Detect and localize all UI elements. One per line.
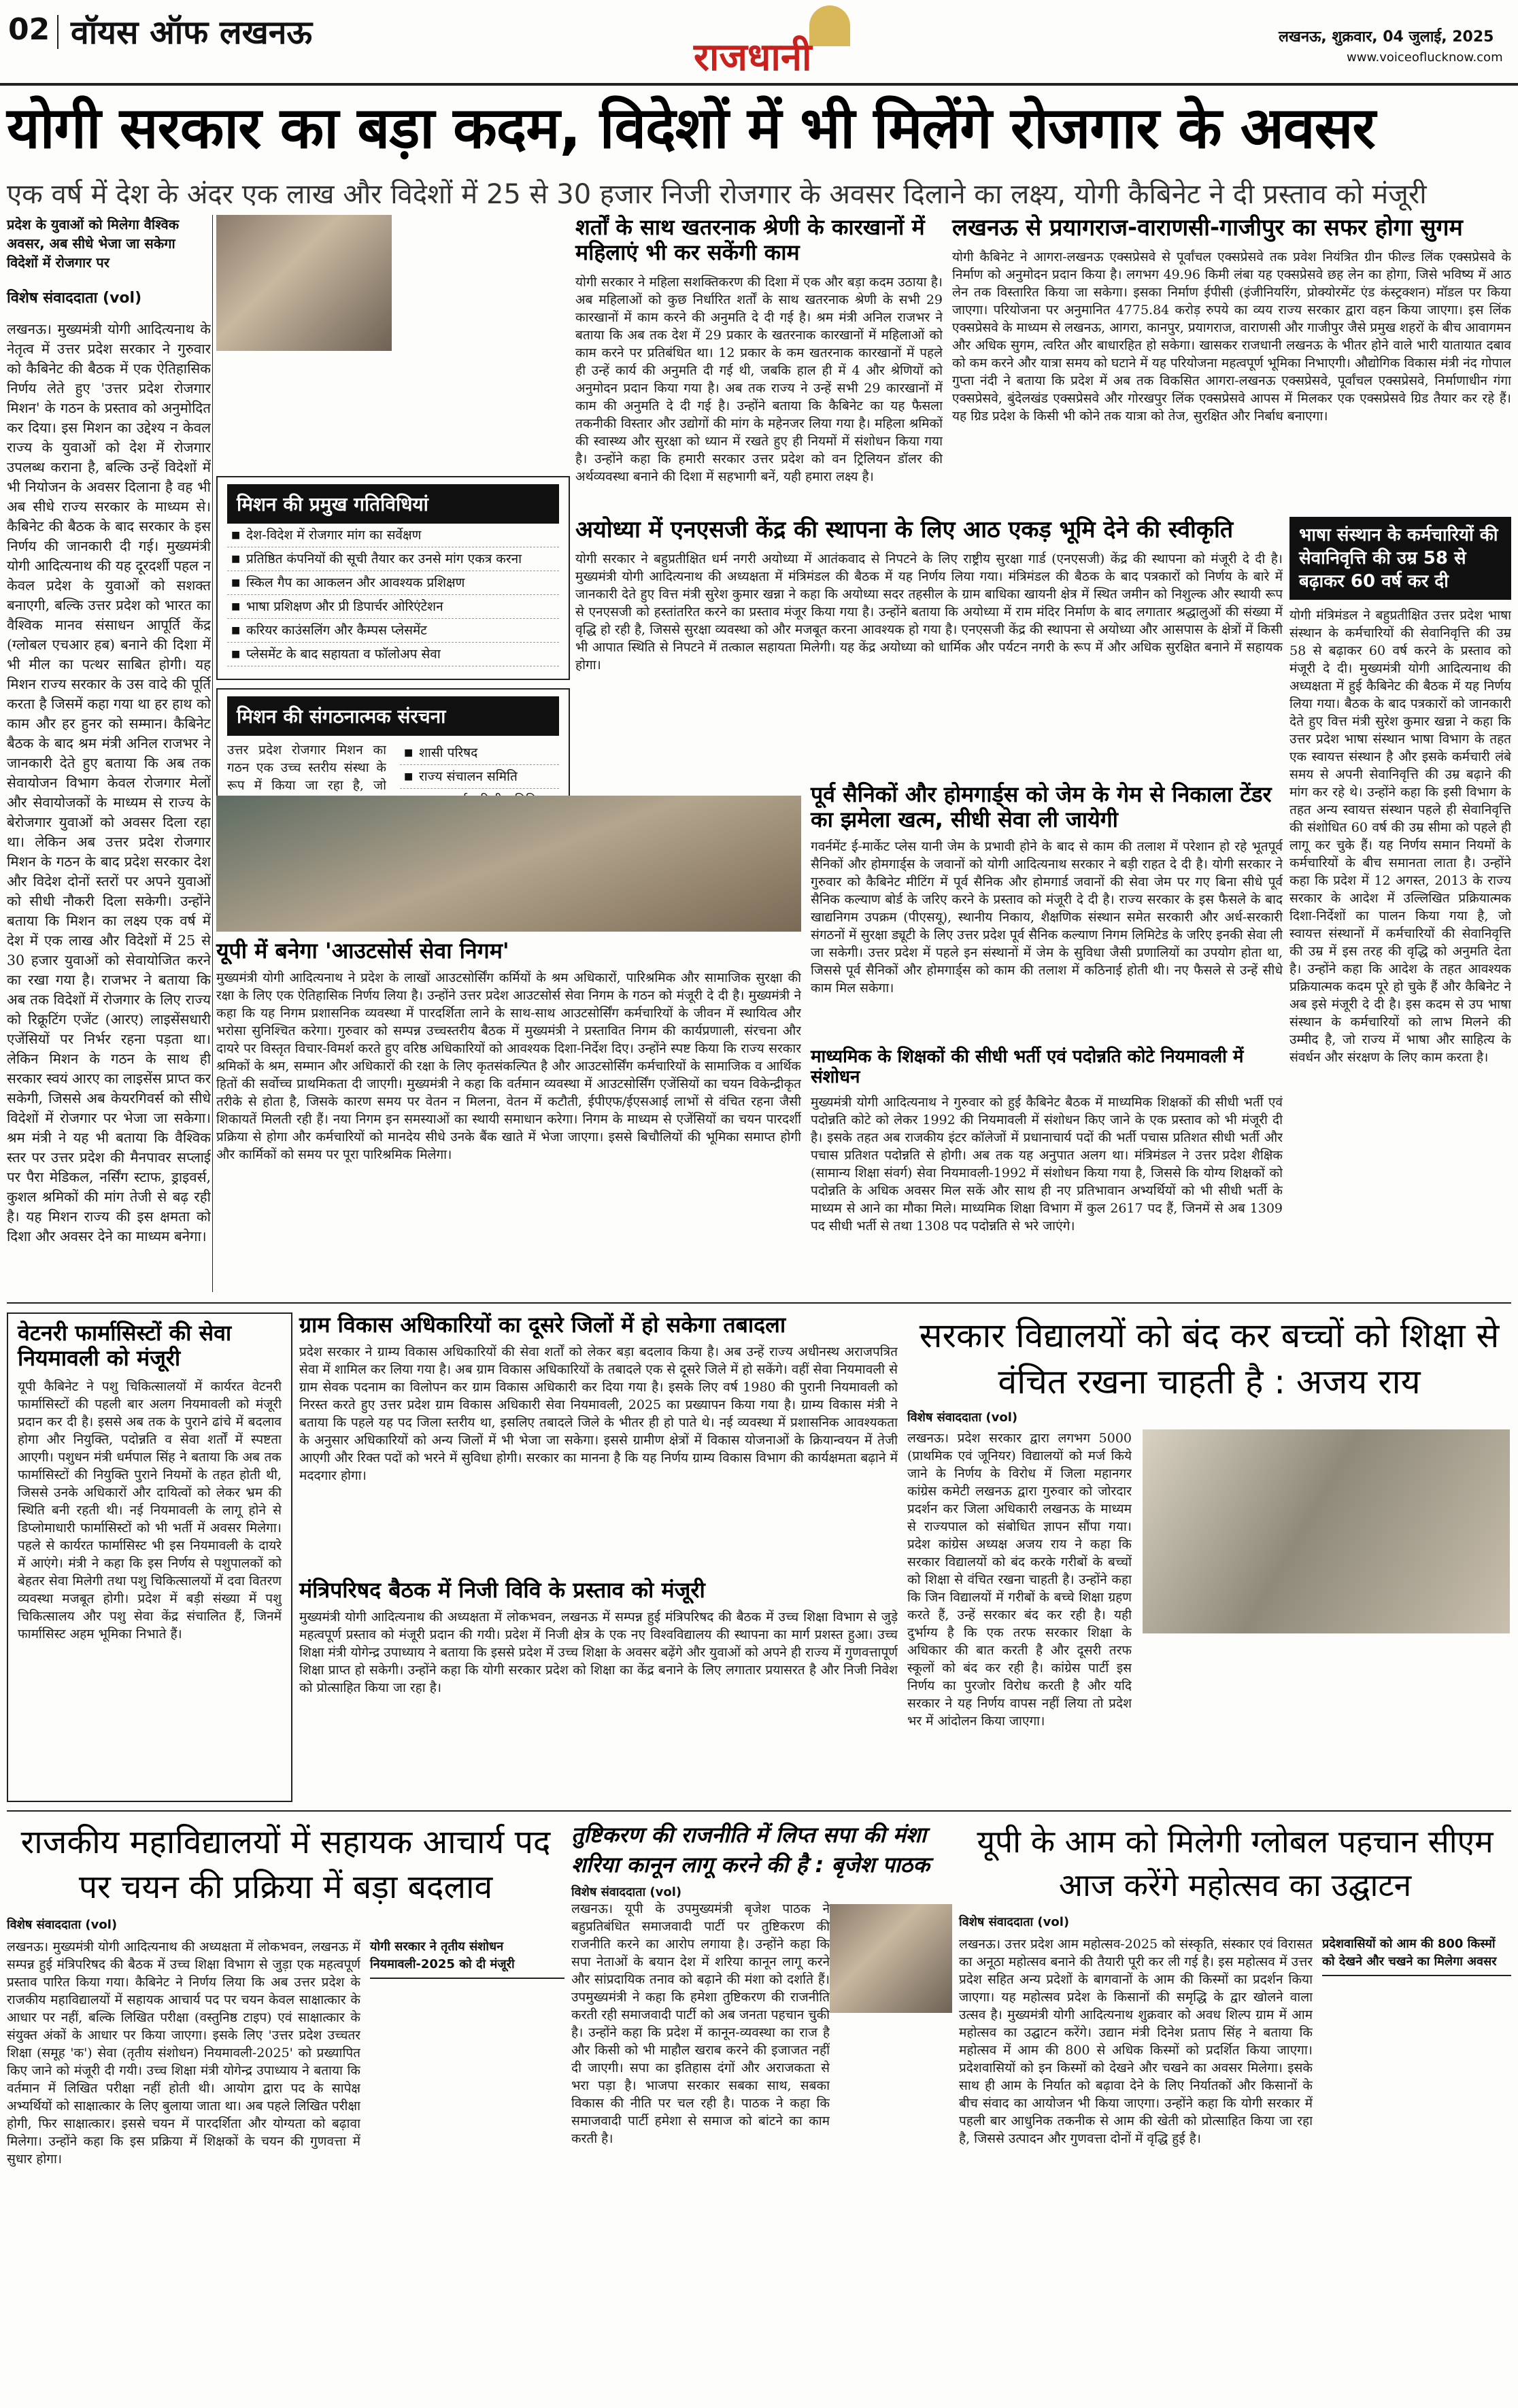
masthead-rule <box>0 83 1518 86</box>
women-headline: शर्तों के साथ खतरनाक श्रेणी के कारखानों में महिलाएं भी कर सकेंगी काम <box>575 214 925 265</box>
mango-headline: यूपी के आम को मिलेगी ग्लोबल पहचान सीएम आज करेंगे महोत्सव का उद्घाटन <box>977 1823 1494 1903</box>
ayodhya-body: योगी सरकार ने बहुप्रतीक्षित धर्म नगरी अयोध्या में आतंकवाद से निपटने के लिए राष्ट्रीय सुरक्षा गार्ड (एनएसजी) केंद्र की स्थापना को मंजूरी दे दी है। मुख्यमंत्री योगी आदित्यनाथ की अध्यक्षता में मंत्रिमंडल की बैठक में यह निर्णय लिया गया। मंत्रिमंडल की बैठक के बाद पत्रकारों को निर्णय के बारे में जानकारी देते हुए वित्त मंत्री सुरेश कुमार खन्ना ने कहा कि अयोध्या सदर तहसील के ग्राम बाधिका खायनी क्षेत्र में स्थित जमीन को निशुल्क और स्थायी रूप से एनएसजी को हस्तांतरित करने का प्रस्ताव मंजूर किया गया है। उन्होंने बताया कि अयोध्या में राम मंदिर निर्माण के बाद लगातार श्रद्धालुओं की संख्या में वृद्धि हो रही है, जिससे सुरक्षा व्यवस्था को और मजबूत करना आवश्यक हो गया है। एनएसजी केंद्र की स्थापना से अयोध्या और आसपास के क्षेत्रों में किसी भी आपात स्थिति से निपटने में तत्काल सहायता मिलेगी। यह केंद्र अयोध्या को धार्मिक और पर्यटन नगरी के रूप में और अधिक सुरक्षित बनाने में सहायक होगा। <box>575 552 1283 673</box>
list-item: ■ देश-विदेश में रोजगार मांग का सर्वेक्षण <box>227 524 559 547</box>
page-number: 02 <box>8 12 50 47</box>
private-univ-headline: मंत्रिपरिषद बैठक में निजी विवि के प्रस्ताव को मंजूरी <box>299 1577 705 1603</box>
ajay-byline: विशेष संवाददाता (vol) <box>907 1410 1018 1425</box>
pathak-headline: तुष्टिकरण की राजनीति में लिप्त सपा की मंशा शरिया कानून लागू करने की है : बृजेश पाठक <box>571 1822 930 1878</box>
ajay-body: लखनऊ। प्रदेश सरकार द्वारा लगभग 5000 (प्राथमिक एवं जूनियर) विद्यालयों को मर्ज किये जाने के निर्णय के विरोध में जिला महानगर कांग्रेस कमेटी लखनऊ द्वारा गुरुवार को जोरदार प्रदर्शन कर जिला अधिकारी लखनऊ के माध्यम से राज्यपाल को संबोधित ज्ञापन सौंपा गया। प्रदेश कांग्रेस अध्यक्ष अजय राय ने कहा कि सरकार विद्यालयों को बंद करके गरीबों के बच्चों को शिक्षा से वंचित रखना चाहती है। उन्होंने कहा कि जिन विद्यालयों में गरीबों के बच्चे शिक्षा ग्रहण करते हैं, उन्हें सरकार बंद कर रही है। यही दुर्भाग्य है कि एक तरफ सरकार शिक्षा के अधिकार की बात करती है और दूसरी तरफ स्कूलों को बंद कर रही है। कांग्रेस पार्टी इस निर्णय का पुरजोर विरोध करती है और यदि सरकार ने यह निर्णय वापस नहीं लिया तो प्रदेश भर में आंदोलन किया जाएगा। <box>907 1431 1132 1729</box>
structure-box-title: मिशन की संगठनात्मक संरचना <box>227 696 559 736</box>
lead-highlight-text: प्रदेश के युवाओं को मिलेगा वैश्विक अवसर, अब सीधे भेजा जा सकेगा विदेशों में रोजगार पर <box>7 216 180 271</box>
mango-story <box>959 1820 1511 2405</box>
expressway-headline: लखनऊ से प्रयागराज-वाराणसी-गाजीपुर का सफर होगा सुगम <box>952 214 1463 241</box>
lead-byline: विशेष संवाददाता (vol) <box>7 290 142 307</box>
expressway-story <box>952 215 1511 507</box>
pathak-photo <box>830 1904 952 2013</box>
masthead-divider <box>57 15 58 49</box>
masthead <box>0 0 1518 90</box>
logo-text: राजधानी <box>694 35 812 80</box>
pathak-story <box>571 1820 952 2405</box>
lead-highlight <box>7 215 211 280</box>
dateline: लखनऊ, शुक्रवार, 04 जुलाई, 2025 <box>1279 29 1494 46</box>
teachers-body: मुख्यमंत्री योगी आदित्यनाथ ने गुरुवार को हुई कैबिनेट बैठक में माध्यमिक शिक्षकों की सीधी भर्ती एवं पदोन्नति कोटे को लेकर 1992 की नियमावली में संशोधन किए जाने के एक प्रस्ताव को भी मंजूरी दी है। इसके तहत अब राजकीय इंटर कॉलेजों में प्रधानाचार्य पदों की भर्ती पचास प्रतिशत सीधी भर्ती और पचास प्रतिशत पदोन्नति से होगी। अब तक यह अनुपात अलग था। मंत्रिमंडल ने उत्तर प्रदेश शैक्षिक (सामान्य शिक्षा संवर्ग) सेवा नियमावली-1992 में संशोधन किया गया है, जिससे कि योग्य शिक्षकों को पदोन्नति के अधिक अवसर मिल सकें और साथ ही नए प्रतिभावान अभ्यर्थियों को भी सीधी भर्ती के माध्यम से आने का मौका मिले। माध्यमिक शिक्षा विभाग में कुल 2617 पद हैं, जिनमें से अब 1309 पद सीधी भर्ती से तथा 1308 पद पदोन्नति से भरे जाएंगे। <box>811 1094 1283 1234</box>
college-highlight: योगी सरकार ने तृतीय संशोधन नियमावली-2025 को दी मंजूरी <box>370 1938 564 1979</box>
private-univ-story <box>299 1578 898 1802</box>
mango-body: लखनऊ। उत्तर प्रदेश आम महोत्सव-2025 को संस्कृति, संस्कार एवं विरासत का अनूठा महोत्सव बनाने की तैयारी पूरी कर ली गई है। इस महोत्सव में उत्तर प्रदेश सहित अन्य प्रदेशों के बागवानों के आम की किस्मों का प्रदर्शन किया जाएगा। यह महोत्सव प्रदेश के किसानों की समृद्धि के द्वार खोलने वाला उत्सव है। मुख्यमंत्री योगी आदित्यनाथ शुक्रवार को अवध शिल्प ग्राम में आम महोत्सव का उद्घाटन करेंगे। उद्यान मंत्री दिनेश प्रताप सिंह ने बताया कि महोत्सव में आम की 800 से अधिक किस्मों को प्रदर्शित किया जाएगा। प्रदेशवासियों को इन किस्मों को देखने और चखने का अवसर मिलेगा। इसके साथ ही आम के निर्यात को बढ़ावा देने के लिए निर्यातकों और किसानों के बीच संवाद का आयोजन भी किया जाएगा। उन्होंने कहा कि योगी सरकार में पहली बार आधुनिक तकनीक से आम की खेती को प्रोत्साहित किया जा रहा है, जिससे उत्पादन और गुणवत्ता दोनों में वृद्धि हुई है। <box>959 1937 1313 2146</box>
women-body: योगी सरकार ने महिला सशक्तिकरण की दिशा में एक और बड़ा कदम उठाया है। अब महिलाओं को कुछ निर्धारित शर्तों के साथ खतरनाक श्रेणी के सभी 29 कारखानों में काम करने की अनुमति दे दी गई है। श्रम मंत्री अनिल राजभर ने बताया कि अब तक देश में 29 प्रकार के खतरनाक कारखानों में महिलाओं को काम करने पर प्रतिबंधित था। 12 प्रकार के कम खतरनाक कारखानों में पहले ही उन्हें कार्य की अनुमति दी गई थी, जबकि हाल ही में 4 और श्रेणियों को अनुमोदन प्रदान किया गया है। अब तक राज्य ने उन्हें सभी 29 कारखानों में काम की अनुमति दे दी गई है। उन्होंने बताया कि कैबिनेट का यह फैसला तकनीकी विस्तार और उद्योगों की मांग के महेनजर लिया गया है। महिला श्रमिकों की स्वास्थ्य और सुरक्षा को ध्यान में रखते हुए ही नियमों में संशोधन किया गया है। उन्होंने कहा कि हमारी सरकार उत्तर प्रदेश को वन ट्रिलियन डॉलर की अर्थव्यवस्था बनाने की दिशा में सहभागी बनें, यही हमारा लक्ष्य है। <box>575 274 943 484</box>
column-rule <box>212 215 213 1292</box>
bhasha-story <box>1289 517 1511 1306</box>
sainik-body: गवर्नमेंट ई-मार्केट प्लेस यानी जेम के प्रभावी होने के बाद से काम की तलाश में परेशान हो रहे भूतपूर्व सैनिकों और होमगार्ड्स के जवानों को योगी आदित्यनाथ सरकार ने बड़ी राहत दे दी है। योगी सरकार ने गुरुवार को कैबिनेट मीटिंग में पूर्व सैनिक और होमगार्ड जवानों की सेवा जेम पर गए बिना सीधे पूर्व सैनिक कल्याण बोर्ड के जरिए करने के प्रस्ताव को मंजूरी दे दी है। राज्य सरकार के इस फैसले के बाद खाद्यनिगम उपक्रम (पीएसयू), स्थानीय निकाय, शैक्षणिक संस्थान समेत सरकारी और अर्ध-सरकारी संगठनों में सुरक्षा ड्यूटी के लिए उत्तर प्रदेश पूर्व सैनिक कल्याण निगम लिमिटेड के जरिए इनकी सेवा ली जा सकेगी। उत्तर प्रदेश में पहले इन संस्थानों में जेम के सुविधा जैसी प्रणालियों का उपयोग होता था, जिससे पूर्व सैनिकों और होमगार्ड्स को काम की तलाश में कठिनाई होती थी। नए फैसले से उन्हें सीधे काम मिल सकेगा। <box>811 838 1283 996</box>
outsource-body: मुख्यमंत्री योगी आदित्यनाथ ने प्रदेश के लाखों आउटसोर्सिंग कर्मियों के श्रम अधिकारों, पारिश्रमिक और सामाजिक सुरक्षा की रक्षा के लिए एक ऐतिहासिक निर्णय लिया है। उन्होंने उत्तर प्रदेश आउटसोर्स सेवा निगम के गठन को मंजूरी दे दी है। मुख्यमंत्री ने कहा कि यह निगम प्रशासनिक व्यवस्था में पारदर्शिता लाने के साथ-साथ आउटसोर्सिंग कर्मचारियों के जीवन में स्थायित्व और भरोसा सुनिश्चित करेगा। गुरुवार को सम्पन्न उच्चस्तरीय बैठक में मुख्यमंत्री ने प्रस्तावित निगम की कार्यप्रणाली, संरचना और दायरे पर विस्तृत विचार-विमर्श करते हुए वरिष्ठ अधिकारियों को आवश्यक दिशा-निर्देश दिए। उन्होंने स्पष्ट किया कि राज्य सरकार श्रमिकों के श्रम, सम्मान और अधिकारों की रक्षा के लिए कृतसंकल्पित है और आउटसोर्सिंग कर्मचारियों के सामाजिक व आर्थिक हितों की सर्वोच्च प्राथमिकता दी जाएगी। मुख्यमंत्री ने कहा कि वर्तमान व्यवस्था में आउटसोर्सिंग एजेंसियों का चयन विकेन्द्रीकृत तरीके से होता है, जिसके कारण समय पर वेतन न मिलना, वेतन में कटौती, ईपीएफ/ईएसआई लाभों से वंचित रहना जैसी शिकायतें मिलती रही हैं। नया निगम इन समस्याओं का स्थायी समाधान करेगा। निगम के माध्यम से एजेंसियों का चयन पारदर्शी प्रक्रिया से होगा और कर्मचारियों को मानदेय सीधे उनके बैंक खाते में भेजा जाएगा। इससे बिचौलियों की भूमिका समाप्त होगी और कार्मिकों को समय पर पूरा पारिश्रमिक मिलेगा। <box>216 970 801 1162</box>
gram-story <box>299 1312 898 1571</box>
meeting-photo <box>216 796 801 932</box>
bhasha-headline: भाषा संस्थान के कर्मचारियों की सेवानिवृत्ति की उम्र 58 से बढ़ाकर 60 वर्ष कर दी <box>1289 517 1511 600</box>
gram-body: प्रदेश सरकार ने ग्राम्य विकास अधिकारियों की सेवा शर्तों को लेकर बड़ा बदलाव किया है। अब उन्हें राज्य अधीनस्थ अराजपत्रित सेवा में शामिल कर लिया गया है। अब ग्राम विकास अधिकारियों के तबादले एक से दूसरे जिले में हो सकेंगे। वहीं सेवा नियमावली से ग्राम सेवक पदनाम का विलोपन कर ग्राम विकास अधिकारी कर दिया गया है। इसके लिए वर्ष 1980 की पुरानी नियमावली को निरस्त करते हुए उत्तर प्रदेश ग्राम विकास अधिकारी सेवा नियमावली, 2025 का प्रख्यापन किया गया है। ग्राम्य विकास मंत्री ने बताया कि पहले यह पद जिला स्तरीय था, इसलिए तबादले जिले के भीतर ही हो पाते थे। नई व्यवस्था में प्रशासनिक आवश्यकता के अनुसार अधिकारियों को अन्य जिलों में भी भेजा जा सकेगा। इससे ग्रामीण क्षेत्रों में विकास योजनाओं के क्रियान्वयन में तेजी आएगी और रिक्त पदों को भरने में सुविधा होगी। सरकार का मानना है कि यह निर्णय ग्राम्य विकास विभाग की कार्यक्षमता बढ़ाने में मददगार होगा। <box>299 1344 898 1483</box>
sainik-headline: पूर्व सैनिकों और होमगार्ड्स को जेम के गेम से निकाला टेंडर का झमेला खत्म, सीधी सेवा ली जायेगी <box>811 781 1272 832</box>
section-rule-2 <box>7 1810 1511 1812</box>
outsource-headline: यूपी में बनेगा 'आउटसोर्स सेवा निगम' <box>216 938 509 964</box>
list-item: ■ शासी परिषद <box>400 741 559 765</box>
list-item: ■ राज्य संचालन समिति <box>400 765 559 789</box>
sainik-story <box>811 782 1283 1040</box>
list-item: ■ भाषा प्रशिक्षण और प्री डिपार्चर ओरिएंटेशन <box>227 595 559 619</box>
mission-box <box>216 476 570 680</box>
teachers-story <box>811 1047 1283 1299</box>
logo-dome-icon <box>809 5 850 46</box>
yogi-photo <box>216 215 392 351</box>
ayodhya-story <box>575 517 1283 775</box>
ayodhya-headline: अयोध्या में एनएसजी केंद्र की स्थापना के लिए आठ एकड़ भूमि देने की स्वीकृति <box>575 516 1234 543</box>
teachers-headline: माध्यमिक के शिक्षकों की सीधी भर्ती एवं पदोन्नति कोटे नियमावली में संशोधन <box>811 1047 1244 1087</box>
ajay-story <box>907 1312 1511 1802</box>
lead-deck: एक वर्ष में देश के अंदर एक लाख और विदेशों में 25 से 30 हजार निजी रोजगार के अवसर दिलाने का लक्ष्य, योगी कैबिनेट ने दी प्रस्ताव को मंजूरी <box>7 179 1427 210</box>
college-byline: विशेष संवाददाता (vol) <box>7 1918 118 1932</box>
college-body: लखनऊ। मुख्यमंत्री योगी आदित्यनाथ की अध्यक्षता में लोकभवन, लखनऊ में सम्पन्न हुई मंत्रिपरिषद की बैठक में उच्च शिक्षा विभाग से जुड़ा एक महत्वपूर्ण प्रस्ताव पारित किया गया। कैबिनेट ने निर्णय लिया कि अब उत्तर प्रदेश के राजकीय महाविद्यालयों में सहायक आचार्य पद पर चयन केवल साक्षात्कार के आधार पर नहीं, बल्कि लिखित परीक्षा (वस्तुनिष्ठ टाइप) एवं साक्षात्कार के संयुक्त अंकों के आधार पर किया जाएगा। इसके लिए 'उत्तर प्रदेश उच्चतर शिक्षा (समूह 'क') सेवा (तृतीय संशोधन) नियमावली-2025' को प्रख्यापित किए जाने को मंजूरी दी गयी। उच्च शिक्षा मंत्री योगेन्द्र उपाध्याय ने बताया कि वर्तमान में लिखित परीक्षा नहीं होती थी। आयोग द्वारा पद के सापेक्ष अभ्यर्थियों को साक्षात्कार के लिए बुलाया जाता था। अब पहले लिखित परीक्षा होगी, फिर साक्षात्कार। इससे चयन में पारदर्शिता और योग्यता को बढ़ावा मिलेगा। उन्होंने कहा कि इस प्रक्रिया में शिक्षकों के चयन की गुणवत्ता में सुधार होगा। <box>7 1939 360 2167</box>
list-item: ■ प्लेसमेंट के बाद सहायता व फॉलोअप सेवा <box>227 643 559 666</box>
mango-byline: विशेष संवाददाता (vol) <box>959 1915 1070 1929</box>
protest-photo <box>1143 1429 1510 1633</box>
mango-highlight: प्रदेशवासियों को आम की 800 किस्मों को देखने और चखने का मिलेगा अवसर <box>1322 1935 1511 1976</box>
mission-list <box>227 524 559 666</box>
list-item: ■ प्रतिष्ठित कंपनियों की सूची तैयार कर उनसे मांग एकत्र करना <box>227 547 559 571</box>
vet-body: यूपी कैबिनेट ने पशु चिकित्सालयों में कार्यरत वेटनरी फार्मासिस्टों की पहली बार अलग नियमावली को मंजूरी प्रदान कर दी है। इससे अब तक के पुराने ढांचे में बदलाव होगा और नियुक्ति, पदोन्नति व सेवा शर्तों में स्पष्टता आएगी। पशुधन मंत्री धर्मपाल सिंह ने बताया कि अब तक फार्मासिस्टों की नियुक्ति पुराने नियमों के तहत होती थी, जिससे उनके अधिकारों और दायित्वों को लेकर भ्रम की स्थिति बनी रहती थी। नई नियमावली के लागू होने से डिप्लोमाधारी फार्मासिस्टों को भी भर्ती में अवसर मिलेगा। पहले से कार्यरत फार्मासिस्ट भी इस नियमावली के दायरे में आएंगे। मंत्री ने कहा कि इस निर्णय से पशुपालकों को बेहतर सेवा मिलेगी तथा पशु चिकित्सालयों में दवा वितरण व्यवस्था मजबूत होगी। प्रदेश में बड़ी संख्या में पशु चिकित्सालय और पशु सेवा केंद्र संचालित हैं, जिनमें फार्मासिस्ट अहम भूमिका निभाते हैं। <box>18 1378 282 1642</box>
gram-headline: ग्राम विकास अधिकारियों का दूसरे जिलों में हो सकेगा तबादला <box>299 1312 786 1338</box>
list-item: ■ स्किल गैप का आकलन और आवश्यक प्रशिक्षण <box>227 571 559 595</box>
bhasha-body: योगी मंत्रिमंडल ने बहुप्रतीक्षित उत्तर प्रदेश भाषा संस्थान के कर्मचारियों की सेवानिवृत्ति की उम्र 58 से बढ़ाकर 60 वर्ष करने के प्रस्ताव को मंजूरी दे दी। मुख्यमंत्री योगी आदित्यनाथ की अध्यक्षता में हुई कैबिनेट की बैठक में यह निर्णय लिया गया। बैठक के बाद पत्रकारों को जानकारी देते हुए वित्त मंत्री सुरेश कुमार खन्ना ने कहा कि उत्तर प्रदेश भाषा संस्थान भाषा विभाग के तहत एक स्वायत्त संस्थान है और इसके कर्मचारी लंबे समय से अपनी सेवानिवृत्ति की उम्र बढ़ाने की मांग कर रहे थे। उन्होंने कहा कि इसी विभाग के तहत अन्य स्वायत्त संस्थान पहले ही सेवानिवृत्ति की संशोधित 60 वर्ष की उम्र सीमा को पहले ही लागू कर चुके हैं। यह निर्णय समान नियमों के कर्मचारियों के बीच समानता लाता है। उन्होंने कहा कि प्रदेश में 12 अगस्त, 2013 के राज्य सरकार के आदेश में उल्लिखित प्रक्रियात्मक दिशा-निर्देशों का पालन किया गया है, जो स्वायत्त संस्थानों में कर्मचारियों की सेवानिवृत्ति की उम्र में इस तरह की वृद्धि को अनुमति देता है। उन्होंने कहा कि आदेश के तहत आवश्यक प्रक्रियात्मक कदम पूरे हो चुके हैं और कैबिनेट ने अब इसे मंजूरी दे दी है। इस कदम से उप भाषा संस्थान के कर्मचारियों को लाभ मिलने की उम्मीद है, जो राज्य में भाषा और साहित्य के संवर्धन और संरक्षण के लिए काम करता है। <box>1289 608 1511 1065</box>
vet-headline: वेटनरी फार्मासिस्टों की सेवा नियमावली को मंजूरी <box>18 1320 232 1371</box>
private-univ-body: मुख्यमंत्री योगी आदित्यनाथ की अध्यक्षता में लोकभवन, लखनऊ में सम्पन्न हुई मंत्रिपरिषद की बैठक में उच्च शिक्षा विभाग से जुड़े महत्वपूर्ण प्रस्ताव को मंजूरी प्रदान की गयी। प्रदेश में निजी क्षेत्र के एक नए विश्वविद्यालय की स्थापना का मार्ग प्रशस्त हुआ। उच्च शिक्षा मंत्री योगेन्द्र उपाध्याय ने बताया कि इससे प्रदेश में उच्च शिक्षा के अवसर बढ़ेंगे और युवाओं को अपने ही राज्य में गुणवत्तापूर्ण शिक्षा प्राप्त हो सकेगी। उन्होंने कहा कि योगी सरकार प्रदेश को शिक्षा का केंद्र बनाने के लिए लगातार प्रयासरत है और निजी निवेश को प्रोत्साहित किया जा रहा है। <box>299 1609 898 1695</box>
expressway-body: योगी कैबिनेट ने आगरा-लखनऊ एक्सप्रेसवे से पूर्वांचल एक्सप्रेसवे तक प्रवेश नियंत्रित ग्रीन फील्ड लिंक एक्सप्रेसवे के निर्माण को अनुमोदन प्रदान किया है। लगभग 49.96 किमी लंबा यह एक्सप्रेसवे छह लेन का होगा, जिसे भविष्य में आठ लेन तक विस्तारित किया जा सकेगा। इसका निर्माण ईपीसी (इंजीनियरिंग, प्रोक्योरमेंट एंड कंस्ट्रक्शन) मॉडल पर किया जाएगा। परियोजना पर अनुमानित 4775.84 करोड़ रुपये का व्यय राज्य सरकार द्वारा वहन किया जाएगा। इस लिंक एक्सप्रेसवे के माध्यम से लखनऊ, आगरा, कानपुर, प्रयागराज, वाराणसी और गाजीपुर जैसे प्रमुख शहरों के बीच आवागमन और अधिक सुगम, त्वरित और बाधारहित हो सकेगा। खासकर राजधानी लखनऊ के भीतर होने वाले भारी यातायात दबाव को कम करने और यात्रा समय को घटाने में यह परियोजना महत्वपूर्ण भूमिका निभाएगी। औद्योगिक विकास मंत्री नंद गोपाल गुप्ता नंदी ने बताया कि प्रदेश में अब तक विकसित आगरा-लखनऊ एक्सप्रेसवे, पूर्वांचल एक्सप्रेसवे, निर्माणाधीन गंगा एक्सप्रेसवे, बुंदेलखंड एक्सप्रेसवे और गोरखपुर लिंक एक्सप्रेसवे आपस में मिलकर एक एक्सप्रेसवे ग्रिड तैयार कर रहे हैं। यह ग्रिड प्रदेश के किसी भी कोने तक यात्रा को तेज, सुरक्षित और निर्बाध बनाएगा। <box>952 250 1511 424</box>
college-story <box>7 1820 564 2405</box>
lead-headline: योगी सरकार का बड़ा कदम, विदेशों में भी मिलेंगे रोजगार के अवसर <box>7 95 1375 161</box>
mission-box-title: मिशन की प्रमुख गतिविधियां <box>227 484 559 524</box>
website[interactable]: www.voiceoflucknow.com <box>1347 50 1503 65</box>
vet-story <box>7 1312 292 1802</box>
section-title: वॉयस ऑफ लखनऊ <box>71 14 313 52</box>
masthead-logo <box>694 5 898 80</box>
outsource-story <box>216 938 801 1292</box>
college-headline: राजकीय महाविद्यालयों में सहायक आचार्य पद पर चयन की प्रक्रिया में बड़ा बदलाव <box>20 1823 551 1906</box>
pathak-byline: विशेष संवाददाता (vol) <box>571 1885 682 1899</box>
structure-text: उत्तर प्रदेश रोजगार मिशन का गठन एक उच्च स्तरीय संस्था के रूप में किया जा रहा है, जो <box>227 743 386 793</box>
ajay-headline: सरकार विद्यालयों को बंद कर बच्चों को शिक्षा से वंचित रखना चाहती है : अजय राय <box>919 1316 1500 1402</box>
section-rule <box>7 1302 1511 1304</box>
lead-body: लखनऊ। मुख्यमंत्री योगी आदित्यनाथ के नेतृत्व में उत्तर प्रदेश सरकार ने गुरुवार को कैबिनेट की बैठक में एक ऐतिहासिक निर्णय लेते हुए 'उत्तर प्रदेश रोजगार मिशन' के गठन के प्रस्ताव को अनुमोदित कर दिया। इस मिशन का उद्देश्य न केवल राज्य के युवाओं को देश में रोजगार उपलब्ध कराना है, बल्कि उन्हें विदेशों में भी नियोजन के अवसर दिलाना है वह भी अब सीधे राज्य सरकार के माध्यम से। कैबिनेट की बैठक के बाद सरकार के इस निर्णय की जानकारी दी गई। मुख्यमंत्री योगी आदित्यनाथ की यह दूरदर्शी पहल न केवल प्रदेश के युवाओं को सशक्त बनाएगी, बल्कि उत्तर प्रदेश को भारत का वैश्विक मानव संसाधन आपूर्ति केंद्र (ग्लोबल एचआर हब) बनाने की दिशा में भी मील का पत्थर साबित होगी। यह मिशन राज्य सरकार के उस वादे की पूर्ति करता है जिसमें कहा गया था हर हाथ को काम और हर हुनर को सम्मान। कैबिनेट बैठक के बाद श्रम मंत्री अनिल राजभर ने जानकारी देते हुए बताया कि अब तक सेवायोजन विभाग केवल रोजगार मेलों और सेवायोजकों के माध्यम से राज्य के बेरोजगार युवाओं को अवसर दिला रहा था। लेकिन अब उत्तर प्रदेश रोजगार मिशन के गठन के बाद प्रदेश सरकार देश और विदेश दोनों स्तरों पर अपने युवाओं को सीधी नौकरी दिला सकेगी। उन्होंने बताया कि मिशन का लक्ष्य एक वर्ष में देश में एक लाख और विदेशों में 25 से 30 हजार युवाओं को सेवायोजित करने का रखा गया है। राजभर ने बताया कि अब तक विदेशों में रोजगार के लिए राज्य को रिक्रूटिंग एजेंट (आरए) लाइसेंसधारी एजेंसियों पर निर्भर रहना पड़ता था। लेकिन मिशन के गठन के साथ ही सरकार स्वयं आरए का लाइसेंस प्राप्त कर सकेगी, जिससे अब केयरगिवर्स को सीधे विदेशों में रोजगार पर भेजा जा सकेगा। श्रम मंत्री ने यह भी बताया कि वैश्विक स्तर पर उत्तर प्रदेश की मैनपावर सप्लाई पर पैरा मेडिकल, नर्सिंग स्टाफ, ड्राइवर्स, कुशल श्रमिकों की मांग तेजी से बढ़ रही है। यह मिशन राज्य की इस क्षमता को दिशा और अवसर देने का माध्यम बनेगा। <box>7 321 211 1244</box>
list-item: ■ करियर काउंसलिंग और कैम्पस प्लेसमेंट <box>227 619 559 643</box>
pathak-body: लखनऊ। यूपी के उपमुख्यमंत्री बृजेश पाठक ने बहुप्रतिबंधित समाजवादी पार्टी पर तुष्टिकरण की राजनीति करने का आरोप लगाया है। उन्होंने कहा कि सपा नेताओं के बयान देश में शरिया कानून लागू करने और सांप्रदायिक तनाव को बढ़ाने की मंशा को दर्शाते हैं। उपमुख्यमंत्री ने कहा कि हमेशा तुष्टिकरण की राजनीति करती रही समाजवादी पार्टी को अब जनता पहचान चुकी है। उन्होंने कहा कि प्रदेश में कानून-व्यवस्था का राज है और किसी को भी माहौल खराब करने की इजाजत नहीं दी जाएगी। सपा का इतिहास दंगों और अराजकता से भरा पड़ा है। भाजपा सरकार सबका साथ, सबका विकास की नीति पर चल रही है। पाठक ने कहा कि समाजवादी पार्टी हमेशा से समाज को बांटने का काम करती है। <box>571 1901 830 2146</box>
